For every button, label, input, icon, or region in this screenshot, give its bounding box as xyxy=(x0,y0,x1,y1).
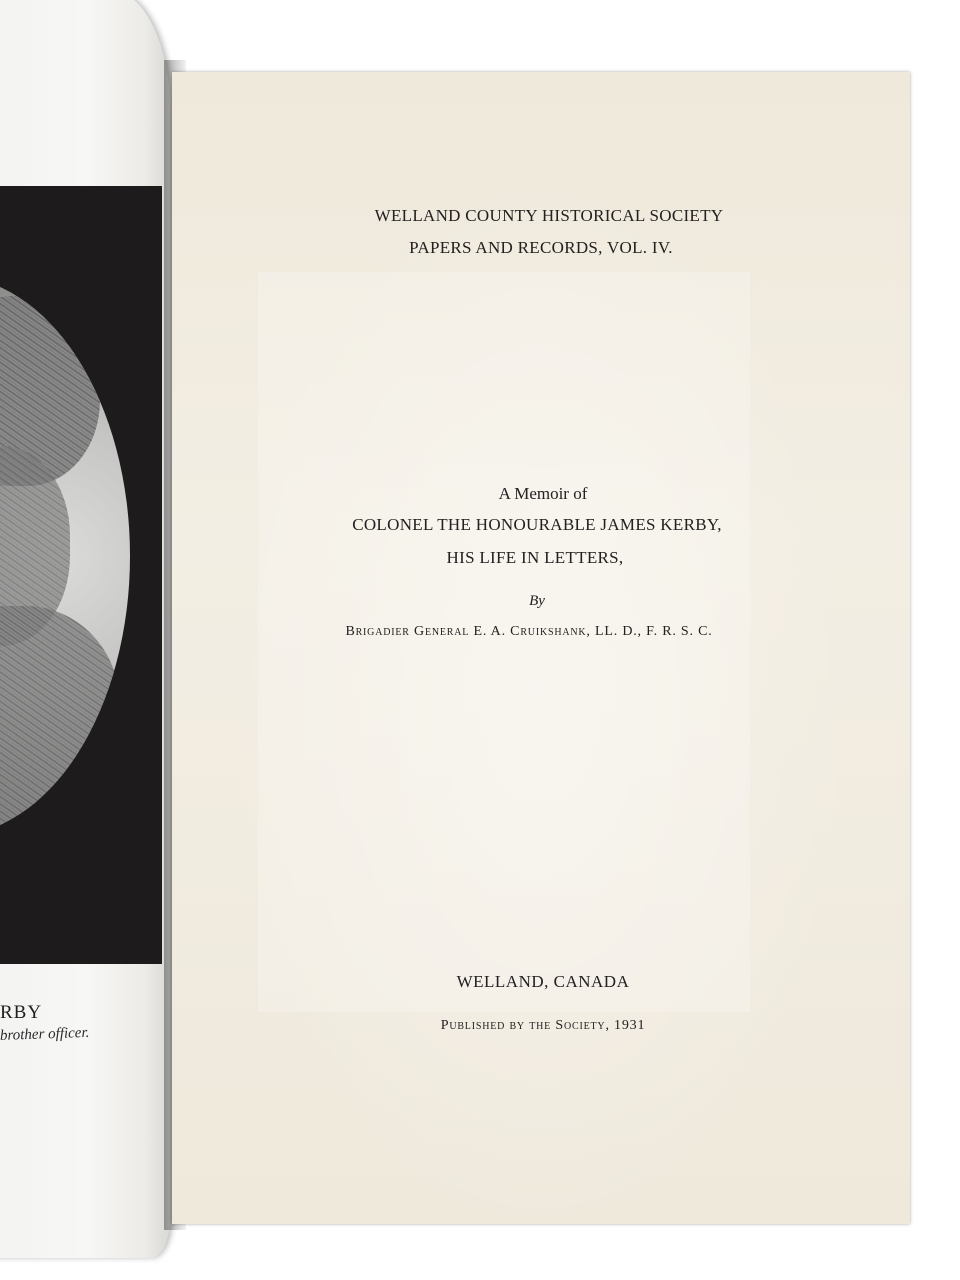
plate-caption-name: RBY xyxy=(0,1002,43,1023)
portrait-coat-shape xyxy=(0,606,120,826)
portrait-plate xyxy=(0,186,162,964)
publisher-line: Published by the Society, 1931 xyxy=(440,1018,646,1033)
series-title-line-2: PAPERS AND RECORDS, VOL. IV. xyxy=(409,238,673,257)
series-title-line-1: WELLAND COUNTY HISTORICAL SOCIETY xyxy=(374,206,724,225)
book-title-line-2: HIS LIFE IN LETTERS, xyxy=(446,548,624,567)
frontispiece-page xyxy=(0,0,170,1258)
plate-caption-text: brother officer. xyxy=(0,1024,90,1044)
title-page xyxy=(172,72,910,1224)
page-discoloration xyxy=(258,272,750,1012)
portrait-image xyxy=(0,276,130,836)
by-line: By xyxy=(529,593,545,609)
author-line: Brigadier General E. A. Cruikshank, LL. D., F. R. S. C. xyxy=(345,624,713,639)
book-title-line-1: COLONEL THE HONOURABLE JAMES KERBY, xyxy=(352,515,722,534)
publication-place: WELLAND, CANADA xyxy=(456,972,630,991)
memoir-line: A Memoir of xyxy=(498,484,588,503)
